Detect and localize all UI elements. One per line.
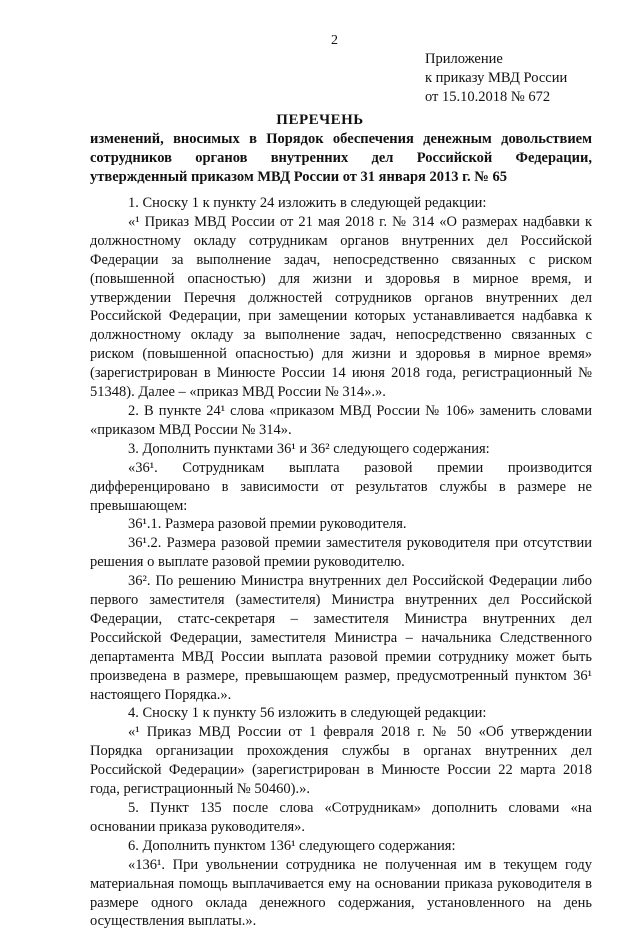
paragraph: 36². По решению Министра внутренних дел Российской Федерации либо первого заместителя (заместителя) Министра внутренних дел Российской Федерации, статс-секретаря – заместителя Министра внутренних дел Российской Федерации, заместителя Министра – начальника Следственного департамента МВД России выплата разовой премии сотруднику может быть произведена в размере, превышающем размер, предусмотренный пунктом 36¹ настоящего Порядка.». xyxy=(90,573,592,703)
paragraph: «¹ Приказ МВД России от 21 мая 2018 г. № 314 «О размерах надбавки к должностному окладу сотрудникам органов внутренних дел Российской Федерации за выполнение задач, непосредственно связанных с риском (повышенной опасностью) для жизни и здоровья в мирное время, и утверждении Перечня должностей сотрудников органов внутренних дел Российской Федерации, при замещении которых устанавливается надбавка к должностному окладу за выполнение задач, непосредственно связанных с риском (повышенной опасностью) для жизни и здоровья в мирное время» (зарегистрирован в Минюсте России 14 июня 2018 года, регистрационный № 51348). Далее – «приказ МВД России № 314».». xyxy=(90,213,592,401)
appendix-line: от 15.10.2018 № 672 xyxy=(425,89,551,105)
paragraph: 1. Сноску 1 к пункту 24 изложить в следующей редакции: xyxy=(128,195,487,211)
paragraph: 5. Пункт 135 после слова «Сотрудникам» дополнить словами «на основании приказа руководителя». xyxy=(90,800,592,835)
page-number: 2 xyxy=(331,33,338,48)
document-title: ПЕРЕЧЕНЬ xyxy=(276,112,364,128)
appendix-line: к приказу МВД России xyxy=(425,70,568,86)
appendix-line: Приложение xyxy=(425,51,503,67)
paragraph: 2. В пункте 24¹ слова «приказом МВД России № 106» заменить словами «приказом МВД России № 314». xyxy=(90,402,592,438)
paragraph: 36¹.2. Размера разовой премии заместителя руководителя при отсутствии решения о выплате разовой премии руководителю. xyxy=(90,535,592,571)
paragraph: 4. Сноску 1 к пункту 56 изложить в следующей редакции: xyxy=(128,705,487,722)
paragraph: «¹ Приказ МВД России от 1 февраля 2018 г. № 50 «Об утверждении Порядка организации прохождения службы в органах внутренних дел Российской Федерации» (зарегистрирован в Минюсте России 22 марта 2018 года, регистрационный № 50460).». xyxy=(90,724,592,798)
paragraph: «36¹. Сотрудникам выплата разовой премии производится дифференцировано в зависимости от результатов службы в размере не превышающем: xyxy=(90,459,592,514)
paragraph: «136¹. При увольнении сотрудника не полученная им в текущем году материальная помощь выплачивается ему на основании приказа руководителя в размере одного оклада денежного содержания, установленного на день осуществления выплаты.». xyxy=(90,856,592,930)
paragraph: 6. Дополнить пунктом 136¹ следующего содержания: xyxy=(128,837,456,854)
document-body xyxy=(90,194,592,931)
paragraph: 36¹.1. Размера разовой премии руководителя. xyxy=(128,516,407,533)
document-subtitle: изменений, вносимых в Порядок обеспечения денежным довольствием сотрудников органов внутренних дел Российской Федерации, утвержденный приказом МВД России от 31 января 2013 г. № 65 xyxy=(90,131,592,185)
paragraph: 3. Дополнить пунктами 36¹ и 36² следующего содержания: xyxy=(128,440,490,457)
appendix-block xyxy=(425,50,567,107)
